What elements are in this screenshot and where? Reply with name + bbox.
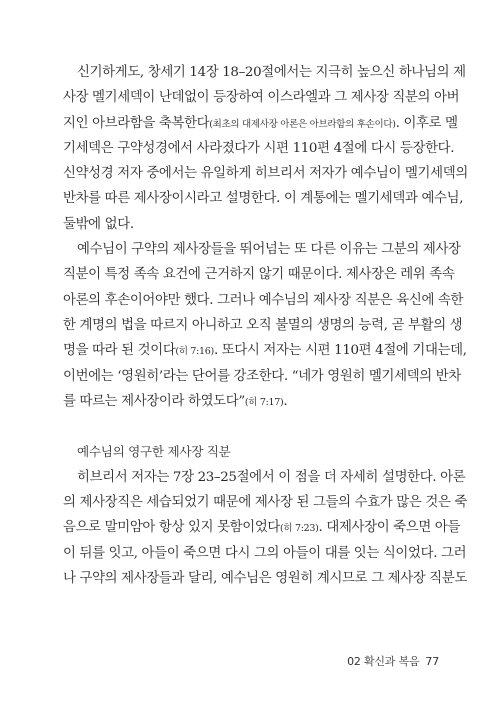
paragraph-2-line-1: 예수님이 구약의 제사장들을 뛰어넘는 또 다른 이유는 그분의 제사장 (77, 242, 461, 258)
p2-l5-text-b: . 또다시 저자는 시편 110편 4절에 기대는데, (213, 343, 467, 359)
paragraph-3-line-5: 나 구약의 제사장들과 달리, 예수님은 영원히 계시므로 그 제사장 직분도 (63, 570, 468, 586)
paragraph-2-line-2: 직분이 특정 족속 요건에 근거하지 않기 때문이다. 제사장은 레위 족속 (63, 267, 455, 283)
paragraph-1-line-1: 신기하게도, 창세기 14장 18–20절에서는 지극히 높으신 하나님의 제 (77, 65, 466, 80)
p2-l7-text-b: . (283, 393, 288, 409)
paragraph-3-line-4: 이 뒤를 잇고, 아들이 죽으면 다시 그의 아들이 대를 잇는 식이었다. 그러 (63, 545, 467, 561)
chapter-label: 02 확신과 복음 (347, 655, 420, 668)
paragraph-1-line-6: 반차를 따른 제사장이시라고 설명한다. 이 계통에는 멜기세덱과 예수님, (63, 191, 464, 207)
p1-l3-note: (최초의 대제사장 아론은 아브라함의 후손이다) (209, 118, 396, 130)
section-spacer (63, 414, 439, 439)
p2-l5-ref: (히 7:16) (175, 346, 214, 358)
body-text (63, 60, 468, 591)
paragraph-2-line-4: 한 계명의 법을 따르지 아니하고 오직 불멸의 생명의 능력, 곧 부활의 생 (63, 317, 463, 333)
paragraph-2-line-3: 아론의 후손이어야만 했다. 그러나 예수님의 제사장 직분은 육신에 속한 (63, 292, 464, 308)
section-heading: 예수님의 영구한 제사장 직분 (77, 444, 231, 460)
paragraph-1-line-3 (63, 111, 458, 136)
p2-l7-text-a: 를 따르는 제사장이라 하였도다” (63, 393, 245, 409)
paragraph-2-line-7 (63, 389, 439, 414)
paragraph-1-line-7: 둘밖에 없다. (63, 216, 134, 232)
p3-l3-text-b: . 대제사장이 죽으면 아들 (318, 520, 461, 536)
p2-l5-text-a: 명을 따라 된 것이다 (63, 343, 176, 359)
paragraph-3-line-2: 의 제사장직은 세습되었기 때문에 제사장 된 그들의 수효가 많은 것은 죽 (63, 495, 468, 511)
p3-l3-ref: (히 7:23) (280, 523, 319, 535)
paragraph-1-line-5: 신약성경 저자 중에서는 유일하게 히브리서 저자가 예수님이 멜기세덱의 (63, 166, 468, 182)
paragraph-1-line-2: 사장 멜기세덱이 난데없이 등장하여 이스라엘과 그 제사장 직분의 아버 (63, 90, 460, 106)
paragraph-2-line-5 (63, 338, 467, 363)
page-footer (347, 653, 439, 669)
paragraph-3-line-3 (63, 515, 461, 540)
page-number: 77 (425, 655, 439, 668)
p3-l3-text-a: 음으로 말미암아 항상 있지 못함이었다 (63, 520, 280, 536)
p2-l7-ref: (히 7:17) (244, 396, 284, 408)
p1-l3-text-a: 지인 아브라함을 축복한다 (63, 115, 210, 131)
paragraph-2-line-6: 이번에는 ‘영원히’라는 단어를 강조한다. “네가 영원히 멜기세덱의 반차 (63, 368, 461, 384)
paragraph-3-line-1: 히브리서 저자는 7장 23–25절에서 이 점을 더 자세히 설명한다. 아론 (77, 469, 466, 485)
paragraph-1-line-4: 기세덱은 구약성경에서 사라졌다가 시편 110편 4절에 다시 등장한다. (63, 140, 455, 156)
p1-l3-text-b: . 이후로 멜 (395, 115, 458, 131)
